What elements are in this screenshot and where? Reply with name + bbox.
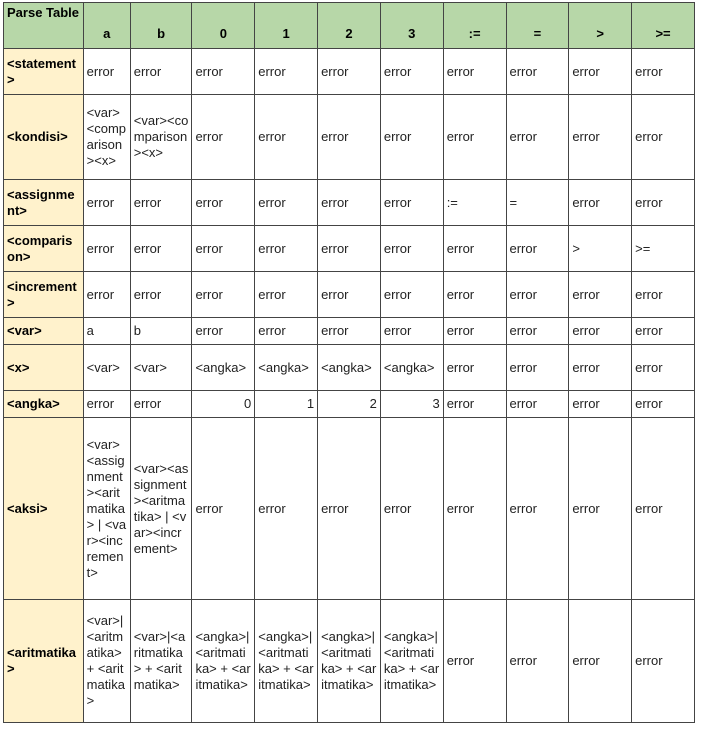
row-header: <assignment>: [4, 180, 84, 226]
table-cell: error: [506, 95, 569, 180]
row-header: <kondisi>: [4, 95, 84, 180]
column-header: 0: [192, 3, 255, 49]
table-cell: <angka>: [318, 345, 381, 391]
table-cell: error: [632, 95, 695, 180]
table-cell: error: [632, 391, 695, 418]
table-cell: error: [569, 49, 632, 95]
header-row: [4, 3, 695, 49]
table-cell: 0: [192, 391, 255, 418]
table-cell: error: [318, 418, 381, 600]
table-cell: <var>|<aritmatika> + <aritmatika>: [130, 600, 192, 723]
table-cell: error: [380, 272, 443, 318]
column-header: 2: [318, 3, 381, 49]
table-cell: >: [569, 226, 632, 272]
table-cell: error: [130, 272, 192, 318]
table-cell: error: [255, 49, 318, 95]
parse-table: [3, 2, 695, 723]
table-cell: error: [380, 226, 443, 272]
table-row: [4, 345, 695, 391]
table-cell: error: [443, 226, 506, 272]
table-cell: error: [318, 95, 381, 180]
table-cell: error: [318, 180, 381, 226]
table-cell: error: [569, 418, 632, 600]
table-cell: 3: [380, 391, 443, 418]
column-header: 1: [255, 3, 318, 49]
table-cell: >=: [632, 226, 695, 272]
table-cell: error: [443, 318, 506, 345]
table-cell: error: [632, 180, 695, 226]
table-cell: <angka>: [255, 345, 318, 391]
table-cell: error: [443, 49, 506, 95]
table-cell: <var><comparison><x>: [83, 95, 130, 180]
table-cell: <angka>|<aritmatika> + <aritmatika>: [192, 600, 255, 723]
table-row: [4, 226, 695, 272]
table-cell: <var><comparison><x>: [130, 95, 192, 180]
table-cell: error: [380, 180, 443, 226]
row-header: <angka>: [4, 391, 84, 418]
table-row: [4, 391, 695, 418]
table-cell: error: [569, 345, 632, 391]
table-cell: error: [83, 272, 130, 318]
corner-label: Parse Table: [4, 3, 84, 49]
table-cell: error: [632, 318, 695, 345]
table-cell: error: [130, 391, 192, 418]
column-header: :=: [443, 3, 506, 49]
table-cell: error: [83, 391, 130, 418]
table-cell: error: [83, 180, 130, 226]
table-cell: <angka>|<aritmatika> + <aritmatika>: [318, 600, 381, 723]
table-row: [4, 180, 695, 226]
table-cell: error: [318, 318, 381, 345]
column-header: =: [506, 3, 569, 49]
table-cell: error: [506, 318, 569, 345]
table-cell: error: [380, 95, 443, 180]
table-cell: error: [569, 272, 632, 318]
table-cell: error: [192, 180, 255, 226]
table-cell: error: [506, 49, 569, 95]
table-cell: error: [130, 226, 192, 272]
table-cell: error: [255, 272, 318, 318]
table-cell: error: [632, 345, 695, 391]
table-cell: error: [192, 418, 255, 600]
table-cell: error: [569, 180, 632, 226]
table-cell: error: [318, 272, 381, 318]
row-header: <var>: [4, 318, 84, 345]
table-cell: error: [83, 49, 130, 95]
table-cell: <angka>|<aritmatika> + <aritmatika>: [255, 600, 318, 723]
column-header: 3: [380, 3, 443, 49]
table-cell: error: [506, 418, 569, 600]
table-cell: error: [318, 226, 381, 272]
table-cell: error: [632, 49, 695, 95]
table-cell: error: [443, 391, 506, 418]
table-cell: error: [380, 318, 443, 345]
table-cell: error: [569, 391, 632, 418]
column-header: a: [83, 3, 130, 49]
table-cell: <var>: [130, 345, 192, 391]
table-cell: error: [632, 600, 695, 723]
table-cell: =: [506, 180, 569, 226]
table-cell: error: [255, 226, 318, 272]
table-cell: error: [255, 318, 318, 345]
table-row: [4, 318, 695, 345]
column-header: >=: [632, 3, 695, 49]
row-header: <aksi>: [4, 418, 84, 600]
row-header: <aritmatika>: [4, 600, 84, 723]
table-cell: error: [569, 318, 632, 345]
table-cell: error: [569, 95, 632, 180]
table-cell: error: [443, 600, 506, 723]
table-cell: error: [255, 95, 318, 180]
table-cell: error: [506, 600, 569, 723]
table-cell: 1: [255, 391, 318, 418]
table-cell: error: [192, 318, 255, 345]
row-header: <increment>: [4, 272, 84, 318]
column-header: b: [130, 3, 192, 49]
table-cell: error: [506, 345, 569, 391]
table-cell: error: [506, 391, 569, 418]
table-cell: error: [632, 418, 695, 600]
table-cell: error: [443, 272, 506, 318]
table-cell: <angka>|<aritmatika> + <aritmatika>: [380, 600, 443, 723]
table-cell: error: [443, 418, 506, 600]
table-row: [4, 95, 695, 180]
table-cell: error: [192, 49, 255, 95]
row-header: <x>: [4, 345, 84, 391]
table-cell: error: [255, 180, 318, 226]
table-cell: error: [130, 49, 192, 95]
table-cell: b: [130, 318, 192, 345]
table-cell: error: [318, 49, 381, 95]
table-cell: error: [192, 272, 255, 318]
table-cell: <var><assignment><aritmatika> | <var><increment>: [130, 418, 192, 600]
table-row: [4, 49, 695, 95]
table-row: [4, 600, 695, 723]
table-cell: error: [380, 49, 443, 95]
table-cell: error: [192, 95, 255, 180]
table-cell: error: [192, 226, 255, 272]
table-cell: error: [130, 180, 192, 226]
table-cell: a: [83, 318, 130, 345]
table-cell: <var>|<aritmatika> + <aritmatika>: [83, 600, 130, 723]
table-row: [4, 418, 695, 600]
row-header: <statement>: [4, 49, 84, 95]
table-cell: error: [506, 272, 569, 318]
table-cell: error: [380, 418, 443, 600]
table-cell: error: [255, 418, 318, 600]
table-cell: <var>: [83, 345, 130, 391]
table-row: [4, 272, 695, 318]
table-cell: error: [443, 95, 506, 180]
table-cell: error: [443, 345, 506, 391]
table-cell: error: [506, 226, 569, 272]
table-cell: <var><assignment><aritmatika> | <var><increment>: [83, 418, 130, 600]
table-cell: error: [632, 272, 695, 318]
table-cell: 2: [318, 391, 381, 418]
table-cell: error: [83, 226, 130, 272]
table-cell: <angka>: [380, 345, 443, 391]
table-cell: :=: [443, 180, 506, 226]
table-cell: <angka>: [192, 345, 255, 391]
table-cell: error: [569, 600, 632, 723]
column-header: >: [569, 3, 632, 49]
row-header: <comparison>: [4, 226, 84, 272]
